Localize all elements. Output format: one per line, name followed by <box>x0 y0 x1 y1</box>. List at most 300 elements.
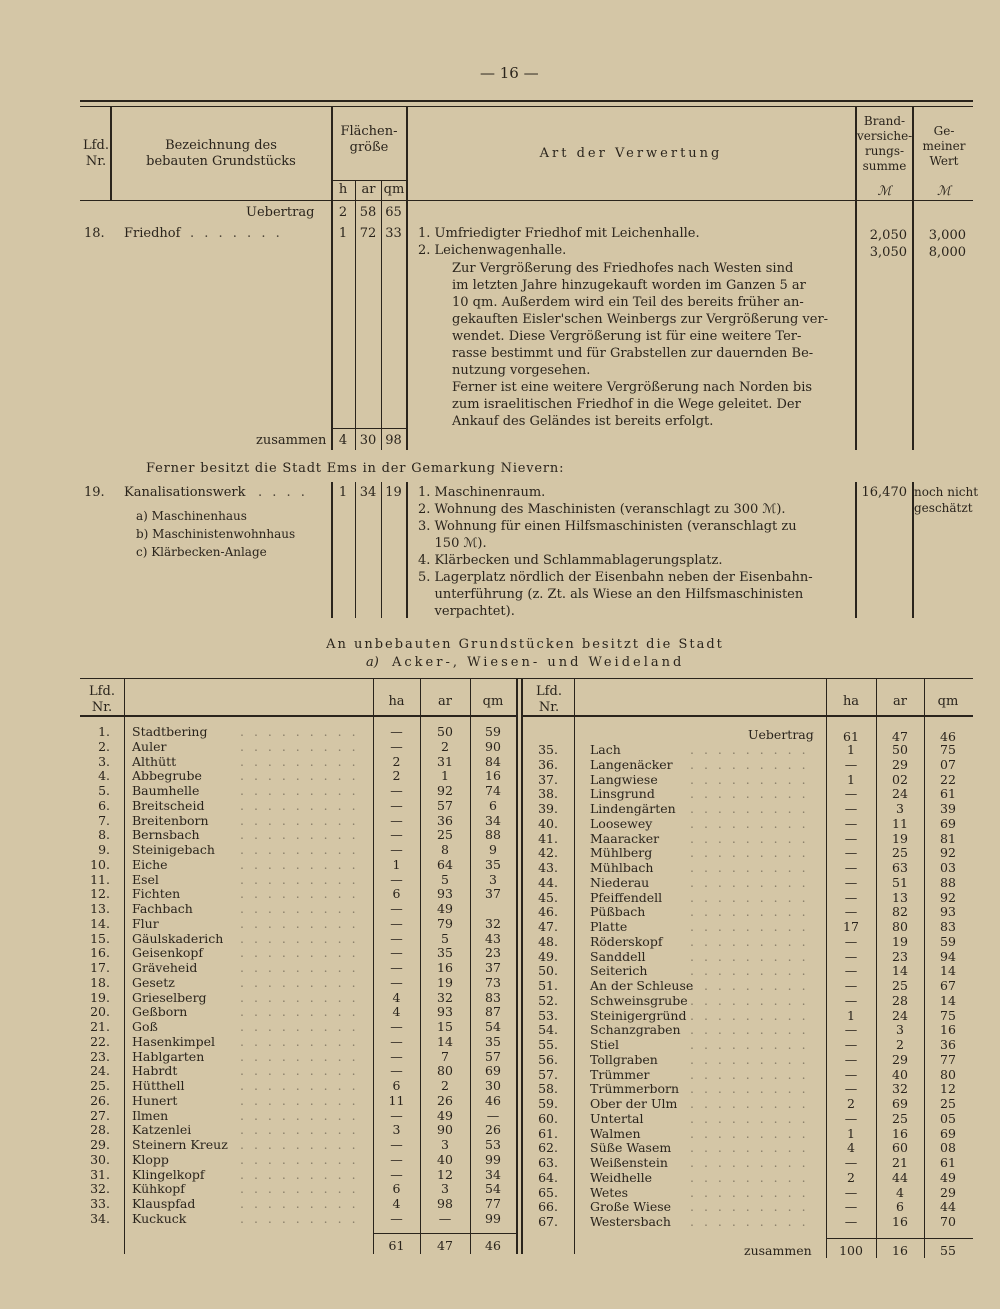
t2-right-header-ha: ha <box>842 694 860 709</box>
right-cell-ha: — <box>844 801 858 816</box>
right-cell-name: Untertal <box>590 1110 644 1126</box>
right-cell-name: Süße Wasem <box>590 1140 672 1156</box>
row19-item: 3. Wohnung für einen Hilfsmaschinisten (veranschlagt zu <box>418 519 797 534</box>
right-cell-ar: 2 <box>896 1037 904 1052</box>
row18-wert-2: 8,000 <box>928 245 966 260</box>
header-art: Art der Verwertung <box>539 146 723 161</box>
left-cell-name: Kühkopf <box>132 1181 185 1197</box>
table1-top-rule-2 <box>80 106 973 107</box>
t2-right-header-lfd: Lfd. Nr. <box>536 684 562 715</box>
left-cell-qm: 3 <box>489 871 497 887</box>
right-cell-ar: 28 <box>892 992 908 1008</box>
right-cell-qm: 69 <box>940 1125 956 1141</box>
row19-brand: 16,470 <box>861 485 907 500</box>
left-leader-dots: . . . . . . . . . <box>240 1048 359 1064</box>
table2-top-rule <box>80 678 973 679</box>
row19-wert: noch nicht geschätzt <box>914 485 979 515</box>
row18-text-line: wendet. Diese Vergrößerung ist für eine weitere Ter- <box>452 329 802 344</box>
left-cell-qm: 35 <box>485 856 501 872</box>
uebertrag-ar: 58 <box>359 205 377 220</box>
header-brand: Brand- versiche- rungs- summe <box>857 114 913 173</box>
row19-item: 150 ℳ). <box>418 536 487 551</box>
right-cell-ha: — <box>844 1051 858 1067</box>
left-cell-ha: — <box>390 871 403 887</box>
right-cell-qm: 67 <box>940 978 956 993</box>
left-leader-dots: . . . . . . . . . <box>240 856 359 872</box>
left-cell-nr: 15. <box>90 930 110 946</box>
right-cell-ha: — <box>844 1022 858 1038</box>
left-cell-ar: 3 <box>441 1181 449 1197</box>
left-cell-qm: 35 <box>485 1033 501 1049</box>
left-cell-name: Althütt <box>132 753 177 769</box>
left-cell-nr: 10. <box>90 856 110 872</box>
left-cell-qm: 30 <box>485 1078 501 1093</box>
left-cell-ar: 90 <box>437 1122 453 1138</box>
t2-left-header-ha: ha <box>388 694 405 709</box>
t2-left-header-qm: qm <box>482 694 504 709</box>
header-lfd-nr: Lfd. Nr. <box>83 138 109 169</box>
left-cell-ar: 93 <box>437 886 453 902</box>
left-cell-ar: 1 <box>441 768 449 784</box>
t2-right-header-ar: ar <box>893 694 907 709</box>
left-cell-ha: — <box>390 960 403 975</box>
left-cell-nr: 13. <box>90 901 110 916</box>
left-cell-ha: — <box>390 1166 403 1182</box>
right-cell-ar: 3 <box>896 801 904 816</box>
right-cell-ha: — <box>844 874 858 890</box>
right-cell-ar: 69 <box>892 1096 908 1111</box>
left-cell-name: Klauspfad <box>132 1196 196 1211</box>
left-cell-ar: 40 <box>437 1151 453 1167</box>
right-cell-ha: — <box>844 1155 858 1170</box>
right-cell-qm: 80 <box>940 1066 956 1082</box>
row19-sub-b: b) Maschinistenwohnhaus <box>136 527 296 541</box>
left-cell-ha: 4 <box>392 1196 401 1211</box>
left-cell-ha: — <box>390 842 403 857</box>
left-cell-name: Ilmen <box>132 1107 169 1123</box>
left-cell-ha: — <box>390 1137 403 1152</box>
table2-header-rule-left <box>80 715 517 717</box>
left-cell-name: Geßborn <box>132 1004 188 1020</box>
right-leader-dots: . . . . . . . . . <box>690 1051 809 1067</box>
right-table-row <box>0 1022 1000 1037</box>
left-cell-ar: 80 <box>437 1063 453 1079</box>
right-table-row <box>0 890 1000 905</box>
left-cell-name: Baumhelle <box>132 783 200 798</box>
table2-header-rule-right <box>522 715 973 717</box>
page-number: — 16 — <box>480 64 539 82</box>
left-total-ha: 61 <box>388 1238 405 1253</box>
left-cell-qm: 99 <box>485 1210 501 1226</box>
left-cell-name: Geisenkopf <box>132 945 203 961</box>
left-cell-nr: 3. <box>98 753 110 769</box>
right-cell-qm: 03 <box>940 860 956 875</box>
left-cell-ar: 25 <box>437 827 453 843</box>
right-cell-name: Seiterich <box>590 963 648 979</box>
left-cell-ha: 1 <box>392 856 401 872</box>
left-cell-ar: 92 <box>437 783 453 798</box>
right-cell-ha: — <box>844 1081 858 1097</box>
right-cell-ha: — <box>844 1037 858 1052</box>
right-leader-dots: . . . . . . . . . <box>690 1081 809 1097</box>
left-cell-ha: — <box>390 1151 403 1167</box>
right-cell-ha: 1 <box>847 771 855 787</box>
left-leader-dots: . . . . . . . . . <box>240 797 359 813</box>
right-cell-name: Maaracker <box>590 830 660 846</box>
right-cell-ar: 19 <box>892 933 908 949</box>
right-cell-qm: 61 <box>940 786 956 802</box>
left-cell-ar: 5 <box>441 930 449 946</box>
left-cell-ar: 5 <box>441 871 449 887</box>
left-cell-name: Breitscheid <box>132 797 205 813</box>
left-cell-name: Fichten <box>132 886 181 902</box>
left-cell-ha: — <box>390 1048 403 1064</box>
left-cell-nr: 17. <box>90 960 110 975</box>
right-cell-qm: 12 <box>940 1081 956 1097</box>
right-cell-qm: 14 <box>940 992 956 1008</box>
left-cell-ar: 49 <box>437 901 453 916</box>
row19-item: 2. Wohnung des Maschinisten (veranschlagt zu 300 ℳ). <box>418 502 786 517</box>
right-table-row <box>0 1140 1000 1155</box>
right-cell-name: Püßbach <box>590 904 646 920</box>
left-cell-ar: 12 <box>437 1166 453 1182</box>
right-table-row <box>0 1170 1000 1185</box>
left-cell-nr: 23. <box>90 1048 110 1064</box>
right-leader-dots: . . . . . . . . . <box>690 1169 809 1185</box>
right-cell-nr: 40. <box>538 815 558 831</box>
right-cell-nr: 52. <box>538 992 558 1008</box>
left-cell-name: Steinern Kreuz <box>132 1137 228 1152</box>
left-leader-dots: . . . . . . . . . <box>240 915 359 931</box>
left-cell-nr: 28. <box>90 1122 110 1138</box>
section-title: An unbebauten Grundstücken besitzt die Stadt <box>326 637 724 652</box>
left-cell-qm: 53 <box>485 1137 501 1152</box>
left-cell-qm: 57 <box>485 1048 501 1064</box>
row19-name: Kanalisationswerk <box>124 485 246 500</box>
left-cell-nr: 8. <box>98 827 110 843</box>
left-total-qm: 46 <box>485 1238 501 1253</box>
table1b-col-line <box>855 482 857 618</box>
right-cell-ha: — <box>844 845 858 861</box>
right-cell-ar: 25 <box>892 845 908 861</box>
right-table-row <box>0 1096 1000 1111</box>
right-total-rule <box>826 1238 973 1239</box>
left-cell-ha: — <box>390 1033 403 1049</box>
left-cell-qm: 88 <box>485 827 501 843</box>
right-cell-ha: 2 <box>847 1169 855 1185</box>
left-leader-dots: . . . . . . . . . <box>240 1196 359 1211</box>
row18-qm: 33 <box>385 226 402 241</box>
right-cell-ha: — <box>844 1184 858 1200</box>
right-cell-ha: — <box>844 1214 858 1229</box>
right-table-row <box>0 1155 1000 1170</box>
right-cell-ha: — <box>844 1066 858 1082</box>
left-cell-qm: 46 <box>485 1092 501 1108</box>
right-cell-name: Westersbach <box>590 1214 671 1229</box>
right-total-qm: 55 <box>940 1243 956 1258</box>
left-cell-ha: — <box>390 930 403 946</box>
right-leader-dots: . . . . . . . . . <box>690 904 809 920</box>
left-cell-nr: 20. <box>90 1004 110 1020</box>
left-leader-dots: . . . . . . . . . <box>240 1033 359 1049</box>
right-cell-name: Röderskopf <box>590 933 663 949</box>
right-leader-dots: . . . . . . . . . <box>690 742 809 757</box>
left-cell-ar: 31 <box>437 753 453 769</box>
left-cell-nr: 18. <box>90 974 110 990</box>
right-cell-nr: 64. <box>538 1169 558 1185</box>
left-cell-name: Kuckuck <box>132 1210 187 1226</box>
right-cell-nr: 49. <box>538 948 558 964</box>
right-table-row <box>0 904 1000 919</box>
row18-item-1: 1. Umfriedigter Friedhof mit Leichenhalle. <box>418 226 700 241</box>
left-cell-ar: 15 <box>437 1019 453 1034</box>
right-leader-dots: . . . . . . . . . <box>690 1022 809 1038</box>
left-cell-name: Hasenkimpel <box>132 1033 216 1049</box>
left-leader-dots: . . . . . . . . . <box>240 724 359 739</box>
right-cell-qm: 16 <box>940 1022 956 1038</box>
right-cell-name: Mühlberg <box>590 845 653 861</box>
zusammen-label: zusammen <box>256 433 327 448</box>
left-leader-dots: . . . . . . . . . <box>240 1137 359 1152</box>
left-leader-dots: . . . . . . . . . <box>240 1210 359 1226</box>
right-cell-nr: 66. <box>538 1199 558 1215</box>
left-leader-dots: . . . . . . . . . <box>240 827 359 843</box>
left-cell-nr: 1. <box>98 724 110 739</box>
right-table-row <box>0 816 1000 831</box>
right-cell-nr: 51. <box>538 978 558 993</box>
right-cell-nr: 38. <box>538 786 558 802</box>
left-leader-dots: . . . . . . . . . <box>240 1122 359 1138</box>
left-cell-ar: 26 <box>437 1092 453 1108</box>
left-cell-qm: 9 <box>489 842 497 857</box>
right-cell-name: Mühlbach <box>590 860 654 875</box>
row18-text-line: Ferner ist eine weitere Vergrößerung nach Norden bis <box>452 380 813 395</box>
row18-text-line: nutzung vorgesehen. <box>452 363 591 378</box>
left-cell-qm: 73 <box>485 974 501 990</box>
right-cell-name: An der Schleuse <box>590 978 694 993</box>
right-table-row <box>0 1052 1000 1067</box>
left-leader-dots: . . . . . . . . . <box>240 960 359 975</box>
t2-right-header-qm: qm <box>937 694 959 709</box>
table1b-col-line <box>406 482 408 618</box>
right-cell-name: Tollgraben <box>590 1051 658 1067</box>
right-cell-name: Trümmerborn <box>590 1081 679 1097</box>
left-cell-nr: 16. <box>90 945 110 961</box>
uebertrag-h: 2 <box>338 205 348 220</box>
left-cell-nr: 21. <box>90 1019 110 1034</box>
right-cell-ha: — <box>844 948 858 964</box>
left-cell-name: Abbegrube <box>132 768 202 784</box>
left-cell-ha: 2 <box>392 753 401 769</box>
left-cell-ha: — <box>390 1019 403 1034</box>
right-cell-name: Weidhelle <box>590 1169 653 1185</box>
left-cell-ar: 32 <box>437 989 453 1005</box>
right-cell-qm: 59 <box>940 933 956 949</box>
row19-qm: 19 <box>385 485 402 500</box>
right-cell-ha: — <box>844 860 858 875</box>
row18-text-line: im letzten Jahre hinzugekauft worden im Ganzen 5 ar <box>452 278 806 293</box>
left-cell-ha: 6 <box>392 1181 401 1197</box>
right-leader-dots: . . . . . . . . . <box>690 1214 809 1229</box>
left-leader-dots: . . . . . . . . . <box>240 989 359 1005</box>
right-cell-ar: 44 <box>892 1169 908 1185</box>
right-uebertrag-ha: 61 <box>843 729 859 744</box>
left-leader-dots: . . . . . . . . . <box>240 842 359 857</box>
left-cell-ha: — <box>390 797 403 813</box>
left-cell-nr: 2. <box>98 738 110 754</box>
right-table-row <box>0 831 1000 846</box>
right-cell-ar: 82 <box>892 904 908 920</box>
row19-ar: 34 <box>359 485 377 500</box>
left-cell-ar: 7 <box>441 1048 449 1064</box>
right-cell-ar: 25 <box>892 1110 908 1126</box>
left-cell-name: Stadtbering <box>132 724 208 739</box>
right-cell-qm: 29 <box>940 1184 956 1200</box>
left-leader-dots: . . . . . . . . . <box>240 901 359 916</box>
right-cell-qm: 83 <box>940 919 956 934</box>
left-cell-ar: 93 <box>437 1004 453 1020</box>
right-cell-qm: 49 <box>940 1169 956 1185</box>
left-cell-name: Hunert <box>132 1092 178 1108</box>
right-cell-name: Sanddell <box>590 948 646 964</box>
right-cell-ar: 50 <box>892 742 908 757</box>
row18-brand-2: 3,050 <box>869 245 907 260</box>
right-table-row <box>0 772 1000 787</box>
right-leader-dots: . . . . . . . . . <box>690 845 809 861</box>
left-cell-ar: 35 <box>437 945 453 961</box>
right-cell-name: Niederau <box>590 874 650 890</box>
right-cell-name: Walmen <box>590 1125 641 1141</box>
right-cell-nr: 65. <box>538 1184 558 1200</box>
right-leader-dots: . . . . . . . . . <box>690 978 809 993</box>
header-h: h <box>338 182 348 197</box>
row18-text-line: 10 qm. Außerdem wird ein Teil des bereits früher an- <box>452 295 804 310</box>
right-table-row <box>0 993 1000 1008</box>
right-leader-dots: . . . . . . . . . <box>690 1140 809 1156</box>
header-flaechen: Flächen- größe <box>340 124 398 155</box>
right-leader-dots: . . . . . . . . . <box>690 1184 809 1200</box>
row19-sub-c: c) Klärbecken-Anlage <box>136 545 267 559</box>
right-cell-ha: 17 <box>843 919 859 934</box>
right-cell-ar: 40 <box>892 1066 908 1082</box>
left-leader-dots: . . . . . . . . . <box>240 1078 359 1093</box>
right-cell-name: Steinigergründ <box>590 1007 687 1023</box>
left-cell-name: Katzenlei <box>132 1122 192 1138</box>
right-cell-ha: 4 <box>847 1140 855 1156</box>
left-cell-ar: 3 <box>441 1137 449 1152</box>
left-cell-qm: 16 <box>485 768 501 784</box>
left-cell-nr: 11. <box>90 871 110 887</box>
right-cell-qm: 75 <box>940 1007 956 1023</box>
right-cell-ar: 25 <box>892 978 908 993</box>
row19-item: 1. Maschinenraum. <box>418 485 546 500</box>
zusammen-qm: 98 <box>385 433 402 448</box>
row19-item: unterführung (z. Zt. als Wiese an den Hilfsmaschinisten <box>418 587 804 602</box>
left-cell-qm: 69 <box>485 1063 501 1079</box>
right-cell-name: Langwiese <box>590 771 658 787</box>
right-table-row <box>0 1111 1000 1126</box>
right-cell-qm: 77 <box>940 1051 956 1067</box>
left-cell-nr: 25. <box>90 1078 110 1093</box>
right-leader-dots: . . . . . . . . . <box>690 1199 809 1215</box>
left-cell-ar: 79 <box>437 915 453 931</box>
left-cell-ar: 19 <box>437 974 453 990</box>
right-cell-qm: 75 <box>940 742 956 757</box>
right-table-row <box>0 1008 1000 1023</box>
zusammen-rule <box>331 428 407 429</box>
right-cell-nr: 67. <box>538 1214 558 1229</box>
row18-text-line: rasse bestimmt und für Grabstellen zur dauernden Be- <box>452 346 814 361</box>
right-cell-name: Pfeiffendell <box>590 889 663 905</box>
right-cell-qm: 61 <box>940 1155 956 1170</box>
left-cell-ar: 98 <box>437 1196 453 1211</box>
right-cell-ar: 63 <box>892 860 908 875</box>
right-leader-dots: . . . . . . . . . <box>690 801 809 816</box>
left-leader-dots: . . . . . . . . . <box>240 886 359 902</box>
right-cell-ha: — <box>844 786 858 802</box>
right-table-row <box>0 1214 1000 1229</box>
left-cell-qm: — <box>486 1107 500 1123</box>
right-cell-qm: 25 <box>940 1096 956 1111</box>
right-cell-ar: 60 <box>892 1140 908 1156</box>
right-cell-nr: 55. <box>538 1037 558 1052</box>
left-cell-nr: 34. <box>90 1210 110 1226</box>
left-cell-nr: 26. <box>90 1092 110 1108</box>
right-cell-ar: 24 <box>892 786 908 802</box>
right-cell-qm: 39 <box>940 801 956 816</box>
left-leader-dots: . . . . . . . . . <box>240 1181 359 1197</box>
right-cell-nr: 56. <box>538 1051 558 1067</box>
right-cell-name: Schanzgraben <box>590 1022 681 1038</box>
header-ar: ar <box>361 182 376 197</box>
right-leader-dots: . . . . . . . . . <box>690 756 809 772</box>
left-leader-dots: . . . . . . . . . <box>240 812 359 828</box>
right-cell-qm: 22 <box>940 771 956 787</box>
right-cell-name: Schweinsgrube <box>590 992 688 1008</box>
right-cell-name: Lindengärten <box>590 801 676 816</box>
left-cell-ha: — <box>390 724 403 739</box>
left-leader-dots: . . . . . . . . . <box>240 871 359 887</box>
right-cell-qm: 92 <box>940 845 956 861</box>
left-cell-nr: 33. <box>90 1196 110 1211</box>
left-cell-ha: — <box>390 945 403 961</box>
left-leader-dots: . . . . . . . . . <box>240 1151 359 1167</box>
right-table-row <box>0 786 1000 801</box>
right-cell-nr: 59. <box>538 1096 558 1111</box>
right-cell-nr: 48. <box>538 933 558 949</box>
right-cell-ha: — <box>844 1110 858 1126</box>
left-cell-ar: 50 <box>437 724 453 739</box>
left-cell-qm: 83 <box>485 989 501 1005</box>
right-cell-ha: — <box>844 992 858 1008</box>
right-cell-nr: 36. <box>538 756 558 772</box>
right-cell-qm: 93 <box>940 904 956 920</box>
row18-text-line: Ankauf des Geländes ist bereits erfolgt. <box>452 414 714 429</box>
right-cell-ha: — <box>844 978 858 993</box>
right-cell-ar: 6 <box>896 1199 904 1215</box>
right-leader-dots: . . . . . . . . . <box>690 786 809 802</box>
right-cell-name: Platte <box>590 919 628 934</box>
header-wert-unit: ℳ <box>937 184 951 199</box>
right-cell-name: Weißenstein <box>590 1155 668 1170</box>
right-cell-ar: 29 <box>892 756 908 772</box>
right-cell-ar: 21 <box>892 1155 908 1170</box>
right-leader-dots: . . . . . . . . . <box>690 1037 809 1052</box>
right-table-row <box>0 1199 1000 1214</box>
row18-nr: 18. <box>84 226 105 241</box>
left-cell-name: Auler <box>132 738 167 754</box>
right-cell-ha: — <box>844 1199 858 1215</box>
